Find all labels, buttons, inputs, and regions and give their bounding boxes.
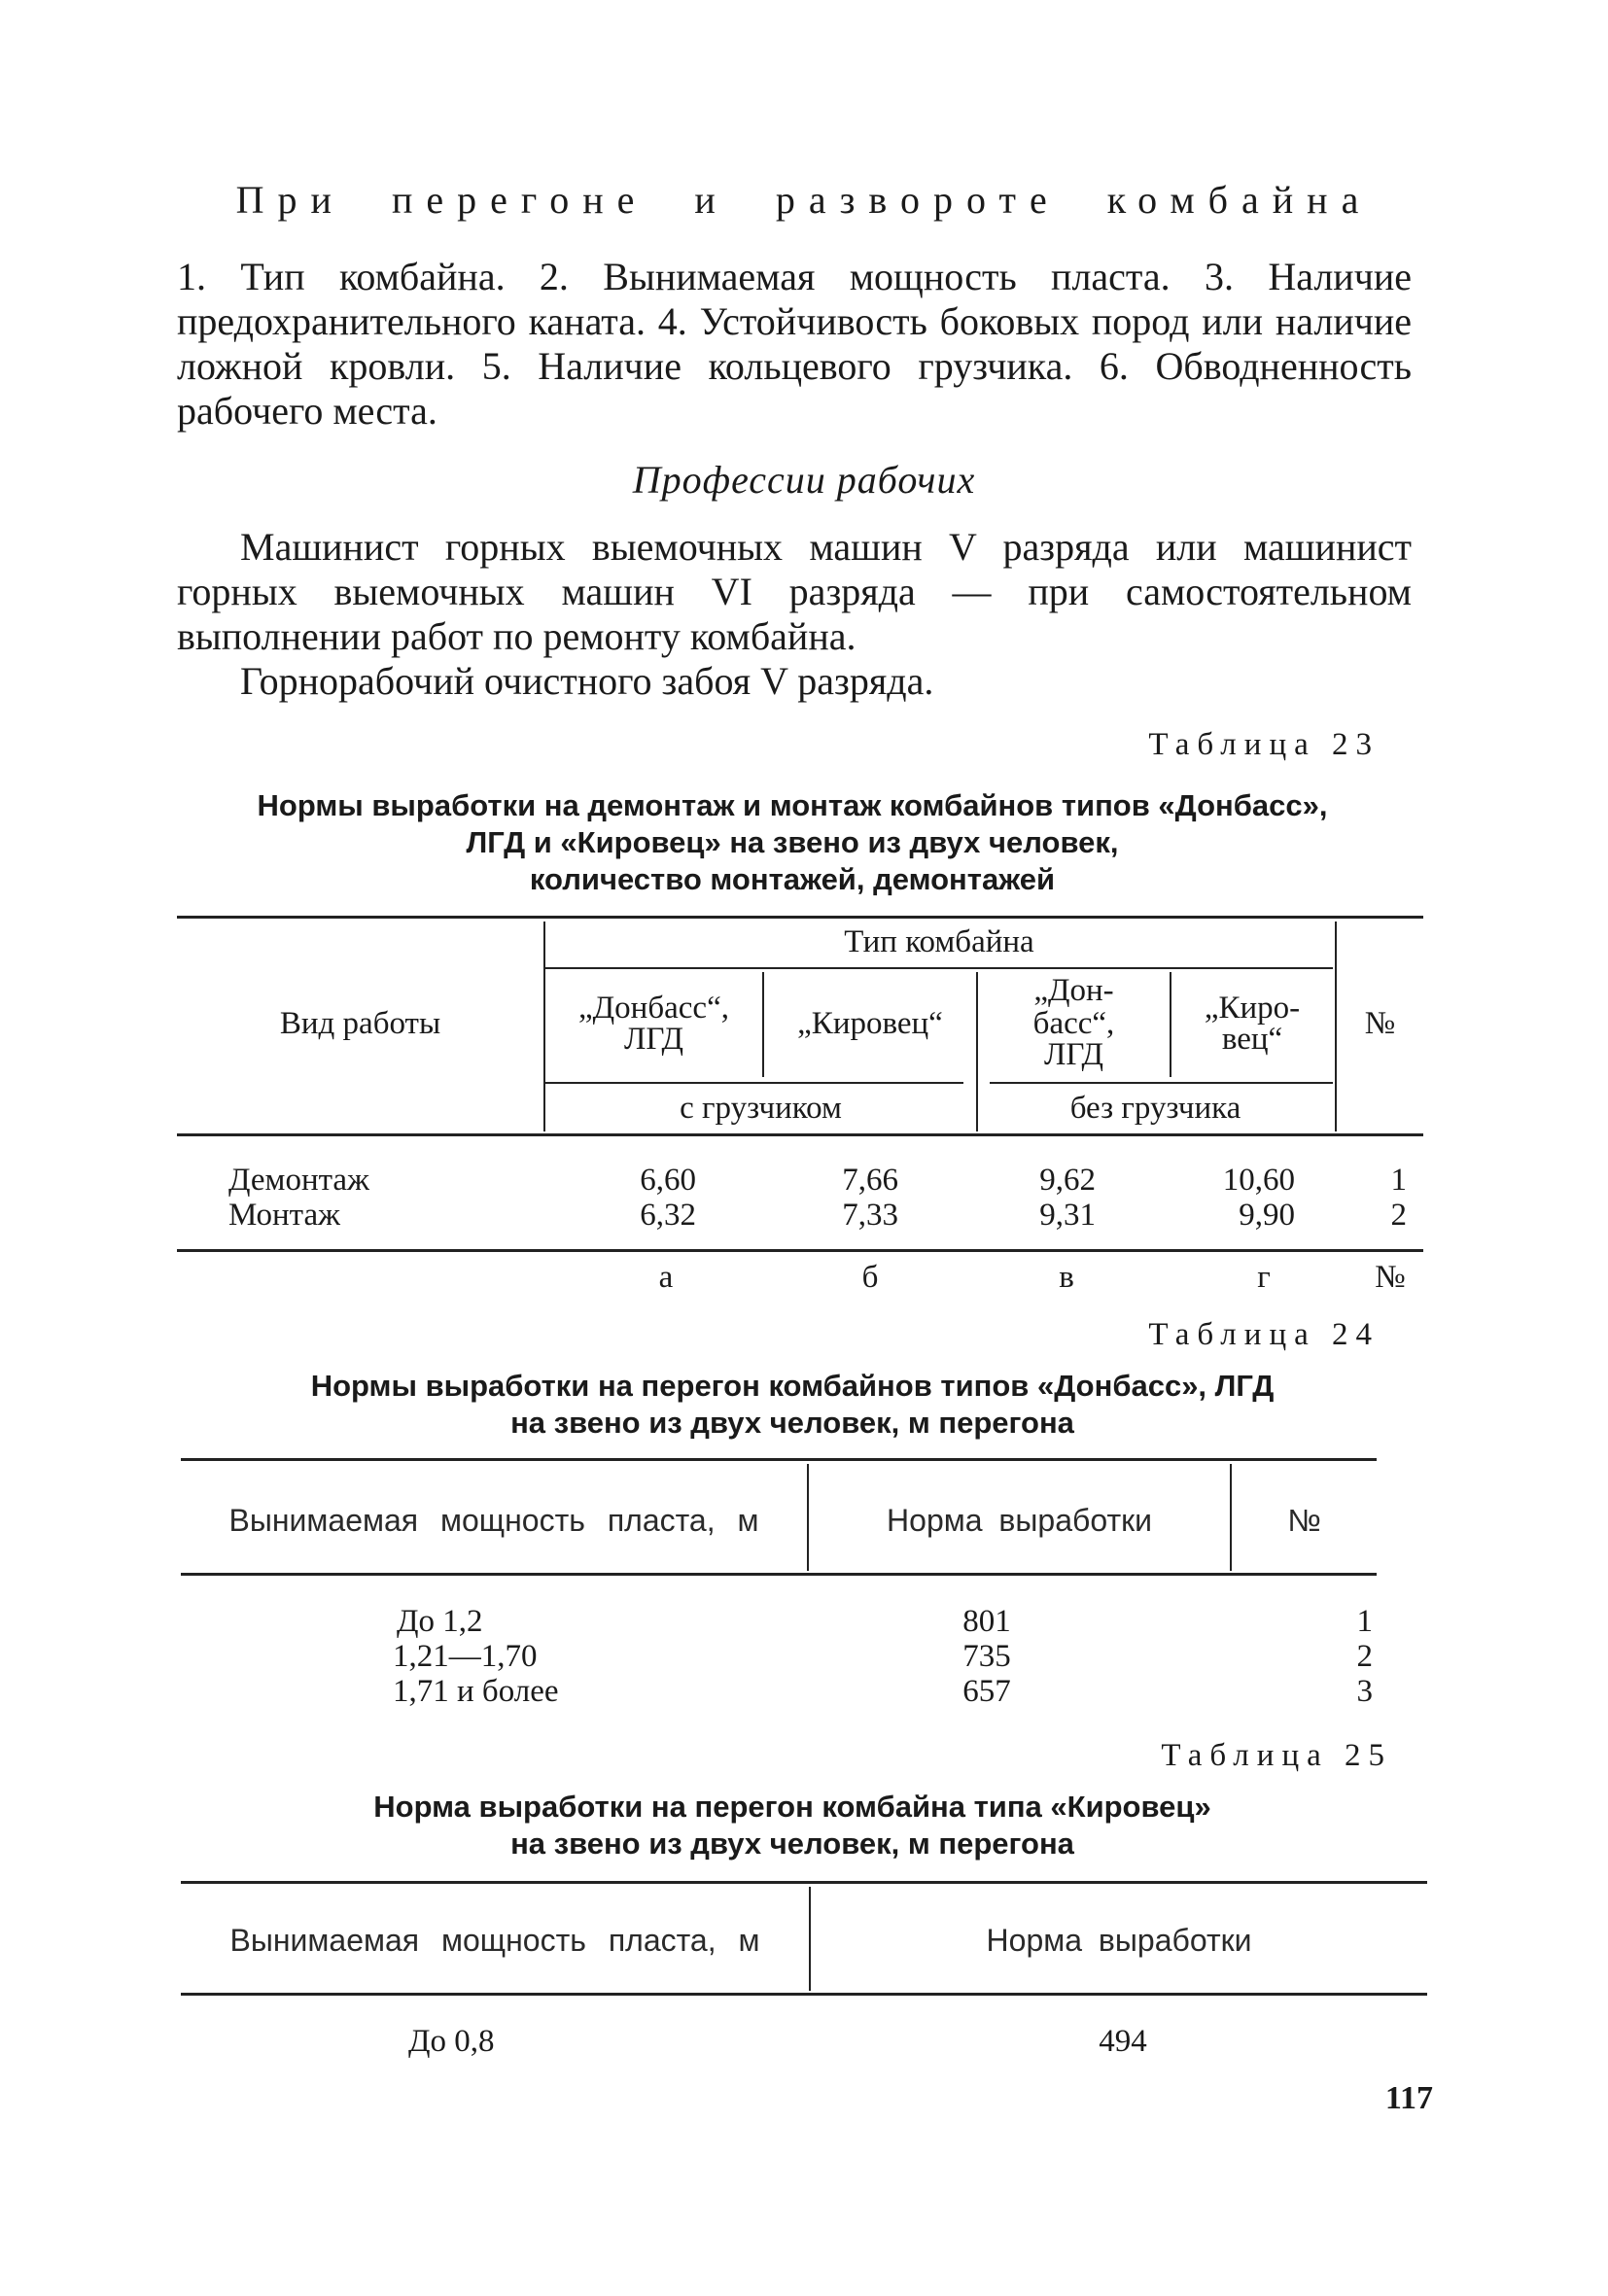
table23-bottom-rule <box>177 1249 1423 1252</box>
table23-col-no: № <box>1364 1006 1396 1041</box>
row-value: 10,60 <box>1222 1163 1295 1198</box>
table23-group-rule <box>545 967 1333 969</box>
table24-caption-2: на звено из двух человек, м перегона <box>510 1406 1074 1440</box>
table25-col-thickness: Вынимаемая мощность пласта, м <box>229 1923 760 1958</box>
table25-caption-1: Норма выработки на перегон комбайна типа «Кировец» <box>373 1790 1211 1824</box>
row-value: 6,32 <box>640 1198 696 1233</box>
row-work: Демонтаж <box>228 1163 369 1198</box>
row-no: 3 <box>1356 1674 1373 1709</box>
factors-paragraph: 1. Тип комбайна. 2. Вынимаемая мощность пласта. 3. Наличие предохранительного каната. 4. Устойчивость боковых пород или наличие ложной кровли. 5. Наличие кольцевого грузчика. 6. Обводненность рабочего места. <box>177 255 1412 433</box>
row-norm: 494 <box>1099 2024 1147 2059</box>
table23-col3-line2: басс“, <box>1032 1006 1115 1041</box>
table23-col4-line1: „Киро- <box>1204 991 1301 1026</box>
row-norm: 735 <box>962 1639 1011 1674</box>
row-value: 9,90 <box>1239 1198 1295 1233</box>
table23-sub-with: с грузчиком <box>680 1091 842 1126</box>
table24-header-rule <box>181 1573 1377 1576</box>
row-thickness: До 1,2 <box>397 1604 483 1639</box>
table23-top-rule <box>177 916 1423 919</box>
profession-1: Машинист горных выемочных машин V разряда или машинист горных выемочных машин VI разряда — при самостоятельном выполнении работ по ремонту комбайна. <box>177 525 1412 658</box>
table23-footer-b: б <box>861 1260 879 1295</box>
table23-footer-no: № <box>1375 1260 1406 1295</box>
table25-col-norm: Норма выработки <box>986 1923 1252 1958</box>
row-no: 2 <box>1390 1198 1407 1233</box>
table25-caption-2: на звено из двух человек, м перегона <box>510 1826 1074 1861</box>
table25-number: Таблица 25 <box>1161 1738 1392 1773</box>
row-thickness: До 0,8 <box>408 2024 495 2059</box>
profession-2: Горнорабочий очистного забоя V разряда. <box>240 659 934 703</box>
table23-col1-line2: ЛГД <box>623 1022 684 1057</box>
table23-col4-line2: вец“ <box>1221 1022 1283 1057</box>
table23-caption-3: количество монтажей, демонтажей <box>529 862 1056 896</box>
professions-heading: Профессии рабочих <box>632 458 976 502</box>
row-no: 2 <box>1356 1639 1373 1674</box>
table23-number: Таблица 23 <box>1148 727 1380 762</box>
table23-footer-g: г <box>1257 1260 1271 1295</box>
row-norm: 801 <box>962 1604 1011 1639</box>
section-heading: При перегоне и развороте комбайна <box>235 178 1373 222</box>
table23-footer-a: а <box>658 1260 674 1295</box>
table25-top-rule <box>181 1881 1427 1884</box>
table23-sub-rule-1 <box>545 1082 963 1084</box>
table23-sub-rule-2 <box>990 1082 1333 1084</box>
row-work: Монтаж <box>228 1198 340 1233</box>
row-value: 9,62 <box>1039 1163 1096 1198</box>
table24-number: Таблица 24 <box>1148 1317 1380 1352</box>
table23-header-rule <box>177 1133 1423 1136</box>
table23-col-work: Вид работы <box>279 1006 441 1041</box>
row-value: 7,66 <box>842 1163 898 1198</box>
page-number: 117 <box>1384 2080 1433 2116</box>
row-no: 1 <box>1356 1604 1373 1639</box>
table24-col-thickness: Вынимаемая мощность пласта, м <box>228 1503 759 1538</box>
row-no: 1 <box>1390 1163 1407 1198</box>
table23-col1-line1: „Донбасс“, <box>578 991 729 1026</box>
table23-col3-line3: ЛГД <box>1043 1037 1104 1072</box>
row-thickness: 1,21—1,70 <box>393 1639 538 1674</box>
table24-caption-1: Нормы выработки на перегон комбайнов типов «Донбасс», ЛГД <box>310 1369 1275 1403</box>
row-value: 6,60 <box>640 1163 696 1198</box>
table23-sub-without: без грузчика <box>1069 1091 1241 1126</box>
table23-col3-line1: „Дон- <box>1033 973 1114 1008</box>
table24-col-no: № <box>1287 1503 1321 1538</box>
table23-caption-2: ЛГД и «Кировец» на звено из двух человек, <box>466 825 1119 859</box>
table23-col2-line1: „Кировец“ <box>797 1006 943 1041</box>
table24-top-rule <box>181 1458 1377 1461</box>
row-norm: 657 <box>962 1674 1011 1709</box>
row-value: 9,31 <box>1039 1198 1096 1233</box>
table24-col-norm: Норма выработки <box>887 1503 1152 1538</box>
table23-footer-v: в <box>1059 1260 1074 1295</box>
table25-header-rule <box>181 1993 1427 1996</box>
table23-group-header: Тип комбайна <box>844 924 1034 959</box>
row-thickness: 1,71 и более <box>393 1674 559 1709</box>
table23-caption-1: Нормы выработки на демонтаж и монтаж комбайнов типов «Донбасс», <box>257 788 1328 822</box>
row-value: 7,33 <box>842 1198 898 1233</box>
